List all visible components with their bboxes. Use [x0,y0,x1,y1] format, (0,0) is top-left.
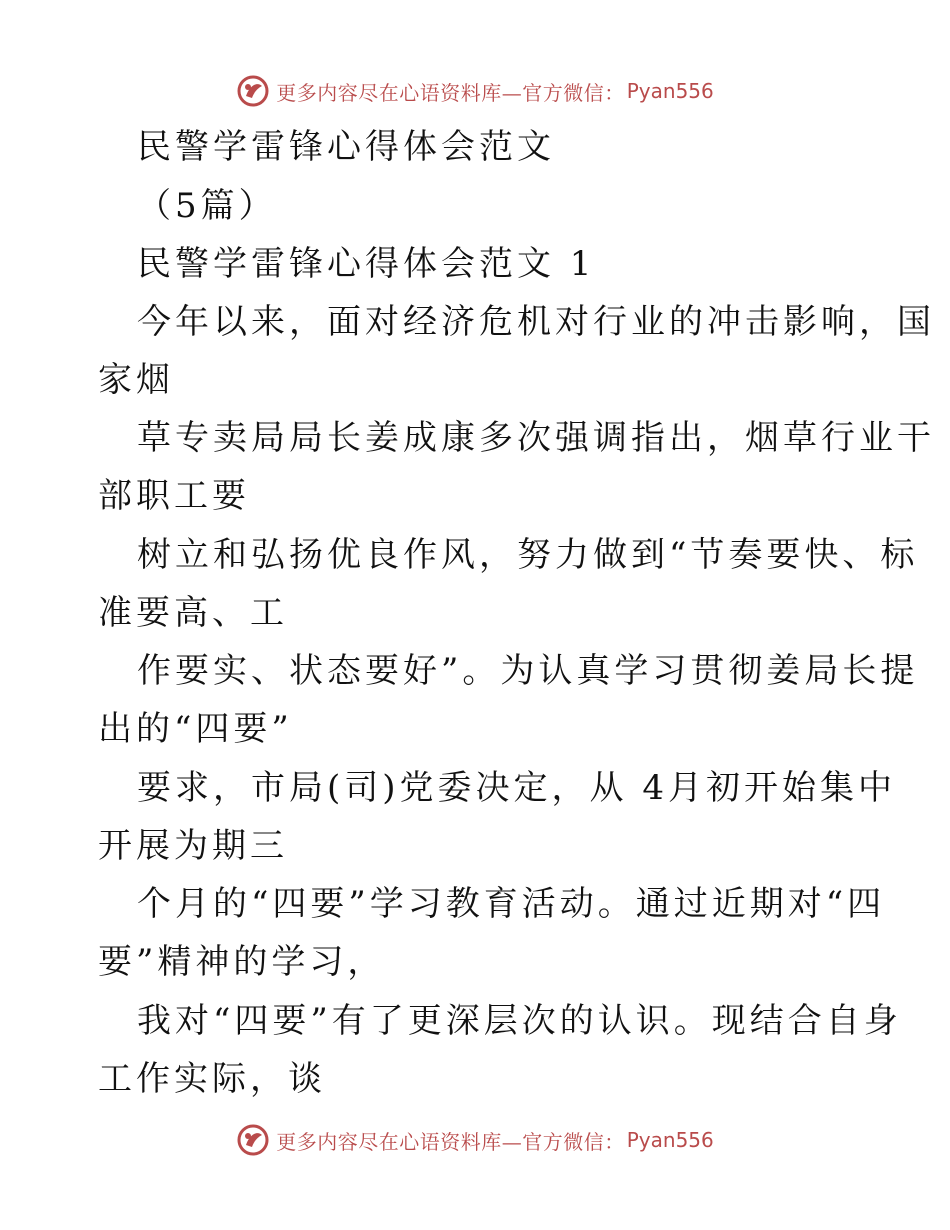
footer-banner [0,1118,950,1162]
paragraph-line: 要”精神的学习， [98,942,386,982]
paragraph-line: 我对“四要”有了更深层次的认识。现结合自身 [137,1001,902,1041]
footer-banner-content [236,1123,714,1157]
document-count: （5篇） [137,186,277,226]
paragraph-line: 出的“四要” [98,709,293,749]
header-banner [0,69,950,113]
brand-logo-icon [236,74,270,108]
paragraph-line: 树立和弘扬优良作风，努力做到“节奏要快、标 [137,535,919,575]
paragraph-line: 草专卖局局长姜成康多次强调指出，烟草行业干 [137,418,935,458]
document-title: 民警学雷锋心得体会范文 [137,127,555,167]
banner-wechat-id: Pyan556 [626,1128,714,1152]
section-title: 民警学雷锋心得体会范文 1 [137,244,596,284]
paragraph-line: 今年以来，面对经济危机对行业的冲击影响，国 [137,302,935,342]
paragraph-line: 工作实际，谈 [98,1059,326,1099]
banner-text: 更多内容尽在心语资料库—官方微信： [276,80,625,105]
paragraph-line: 要求，市局(司)党委决定，从 4月初开始集中 [137,768,896,808]
brand-logo-icon [236,1123,270,1157]
paragraph-line: 部职工要 [98,476,250,516]
banner-text: 更多内容尽在心语资料库—官方微信： [276,1129,625,1154]
banner-wechat-id: Pyan556 [626,79,714,103]
paragraph-line: 家烟 [98,360,174,400]
paragraph-line: 准要高、工 [98,593,288,633]
header-banner-content [236,74,714,108]
paragraph-line: 开展为期三 [98,826,288,866]
paragraph-line: 个月的“四要”学习教育活动。通过近期对“四 [137,884,886,924]
paragraph-line: 作要实、状态要好”。为认真学习贯彻姜局长提 [137,651,919,691]
